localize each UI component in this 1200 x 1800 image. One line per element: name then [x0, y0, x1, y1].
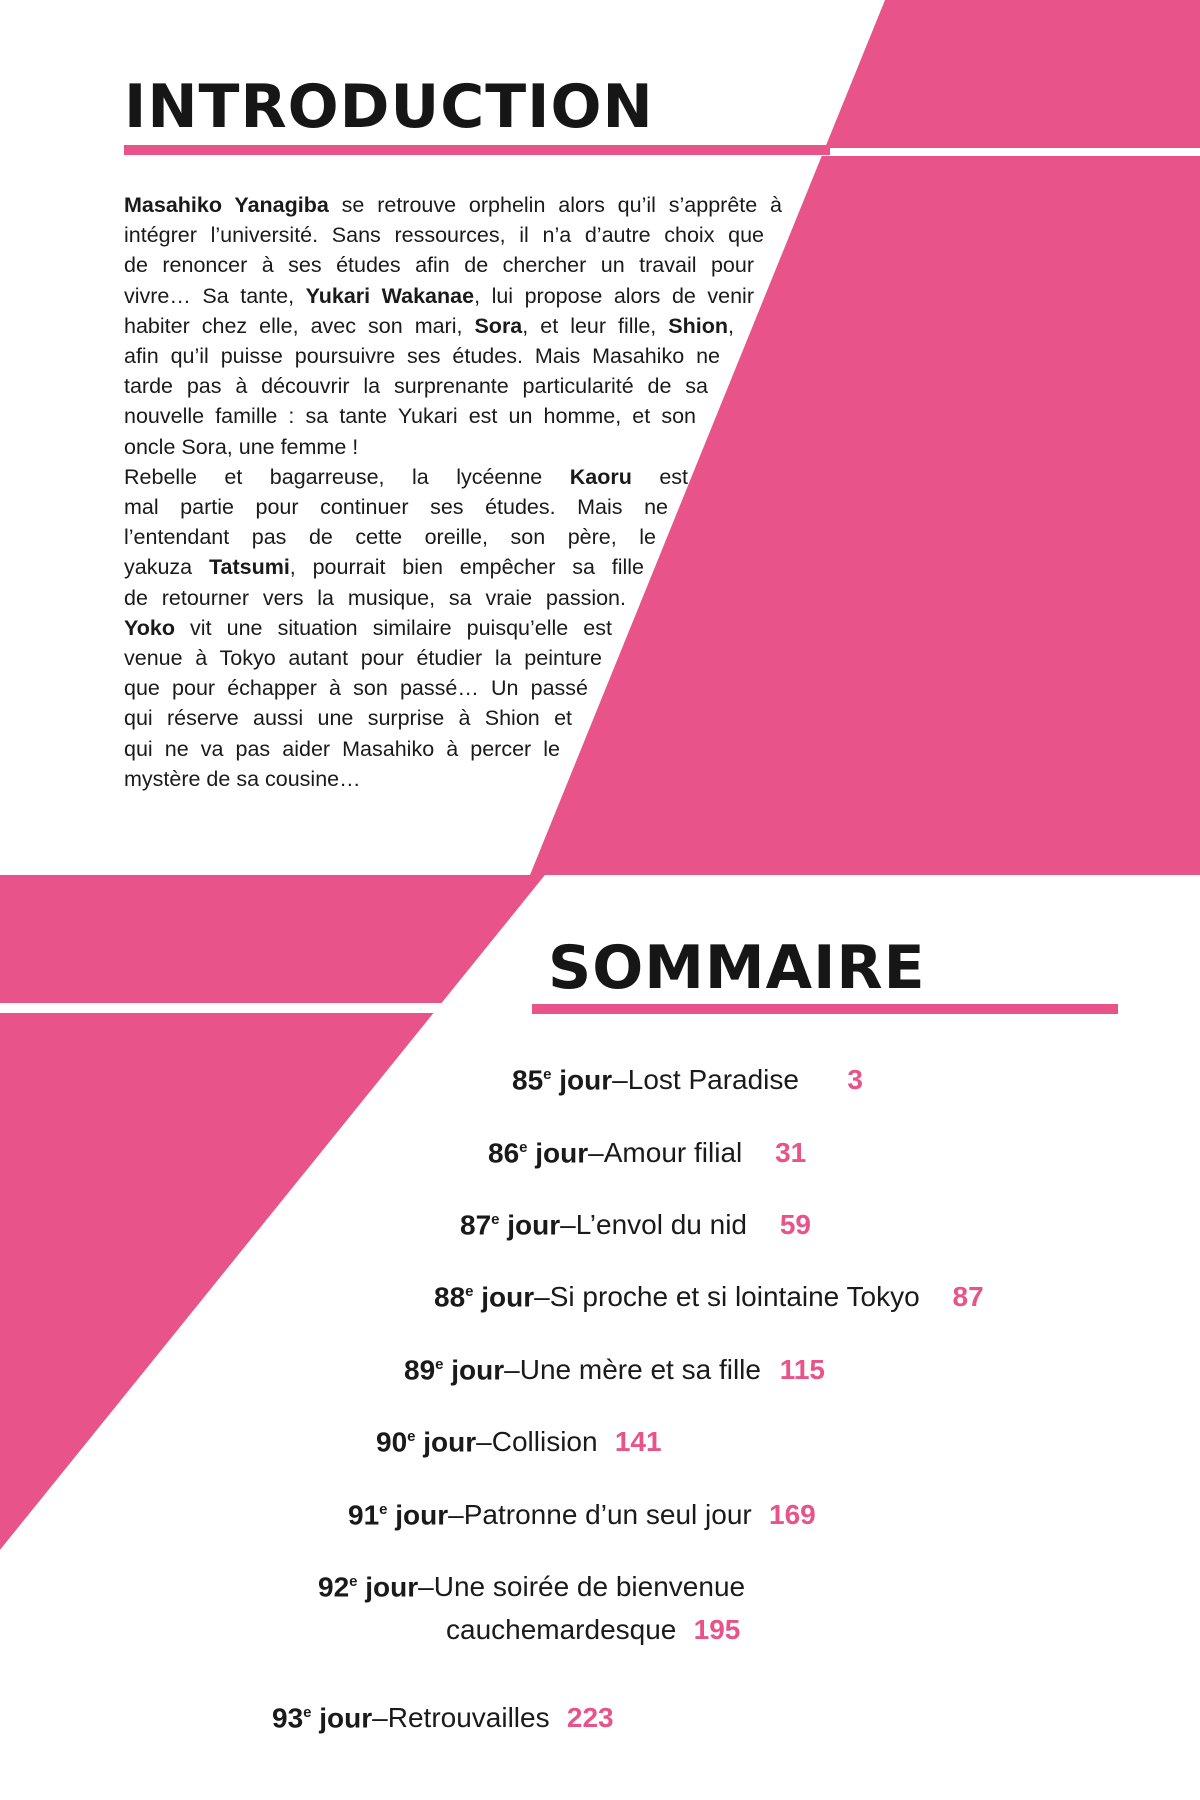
toc-chapter-title: Si proche et si lointaine Tokyo	[549, 1281, 920, 1313]
intro-text: , et leur fille,	[522, 313, 669, 338]
toc-dash: –	[372, 1702, 388, 1734]
intro-line	[124, 522, 656, 552]
toc-day-number: 92e jour	[318, 1571, 419, 1603]
toc-page-number: 223	[566, 1702, 614, 1734]
intro-text: intégrer l’université. Sans ressources, il n’a d’autre choix que	[124, 223, 764, 248]
toc-day-number: 89e jour	[404, 1354, 505, 1386]
intro-text: que pour échapper à son passé… Un passé	[124, 676, 588, 701]
intro-line	[124, 583, 626, 613]
toc-dash: –	[448, 1499, 464, 1531]
toc-day-number: 93e jour	[272, 1702, 373, 1734]
intro-name: Shion	[668, 313, 729, 338]
intro-text: , lui propose alors de venir	[474, 283, 754, 308]
toc-page-number: 115	[779, 1354, 825, 1386]
toc-entry[interactable]	[318, 1562, 745, 1607]
toc-day-number: 87e jour	[460, 1209, 561, 1241]
intro-text: qui réserve aussi une surprise à Shion et	[124, 706, 572, 731]
toc-page-number: 59	[779, 1209, 812, 1241]
toc-dash: –	[476, 1426, 492, 1458]
intro-line	[124, 190, 782, 220]
toc-dash: –	[418, 1571, 434, 1603]
toc-chapter-title: Retrouvailles	[387, 1702, 550, 1734]
white-gap-lower	[0, 1003, 500, 1013]
toc-day-number: 86e jour	[488, 1137, 589, 1169]
intro-text: Rebelle et bagarreuse, la lycéenne	[124, 464, 570, 489]
intro-text: vivre… Sa tante,	[124, 283, 306, 308]
intro-line	[124, 220, 764, 250]
intro-text: de retourner vers la musique, sa vraie passion.	[124, 585, 626, 610]
intro-name: Yukari Wakanae	[305, 283, 475, 308]
intro-name: Kaoru	[569, 464, 632, 489]
intro-line	[124, 371, 708, 401]
toc-dash: –	[612, 1064, 628, 1096]
intro-text: est	[631, 464, 689, 489]
toc-chapter-title: Lost Paradise	[627, 1064, 799, 1096]
white-gap-upper	[819, 148, 1200, 156]
intro-line	[124, 492, 668, 522]
toc-day-number: 91e jour	[348, 1499, 449, 1531]
toc-page-number: 141	[614, 1426, 662, 1458]
intro-text: l’entendant pas de cette oreille, son père, le	[124, 525, 656, 550]
intro-text: de renoncer à ses études afin de chercher un travail pour	[124, 253, 754, 278]
intro-line	[124, 703, 572, 733]
intro-text: nouvelle famille : sa tante Yukari est un homme, et son	[124, 404, 696, 429]
intro-name: Tatsumi	[208, 555, 290, 580]
toc-dash: –	[534, 1281, 550, 1313]
toc-page-number: 195	[693, 1614, 741, 1645]
intro-text: mystère de sa cousine…	[124, 766, 361, 791]
intro-text: se retrouve orphelin alors qu’il s’apprête à	[328, 193, 782, 217]
introduction-underline	[124, 145, 830, 155]
toc-day-number: 88e jour	[434, 1281, 535, 1313]
intro-text: , pourrait bien empêcher sa fille	[289, 555, 644, 580]
intro-line	[124, 341, 720, 371]
intro-text: vit une situation similaire puisqu’elle est	[174, 615, 612, 640]
toc-chapter-title: Collision	[491, 1426, 598, 1458]
toc-dash: –	[560, 1209, 576, 1241]
toc-dash: –	[504, 1354, 520, 1386]
toc-day-number: 90e jour	[376, 1426, 477, 1458]
intro-line	[124, 673, 588, 703]
toc-chapter-title: Patronne d’un seul jour	[463, 1499, 752, 1531]
intro-line	[124, 613, 612, 643]
intro-text: venue à Tokyo autant pour étudier la peinture	[124, 646, 602, 670]
intro-text: tarde pas à découvrir la surprenante particularité de sa	[124, 374, 708, 399]
intro-line	[124, 734, 560, 764]
toc-chapter-title: L’envol du nid	[575, 1209, 748, 1241]
intro-line	[124, 462, 688, 492]
toc-dash: –	[588, 1137, 604, 1169]
toc-page-number: 87	[952, 1281, 984, 1313]
toc-chapter-title: Une mère et sa fille	[519, 1354, 761, 1386]
intro-line	[124, 281, 754, 311]
intro-line	[124, 311, 734, 341]
toc-day-number: 85e jour	[512, 1064, 613, 1096]
intro-text: mal partie pour continuer ses études. Mais ne	[124, 495, 668, 519]
intro-line	[124, 764, 424, 794]
intro-line	[124, 643, 602, 673]
sommaire-title: SOMMAIRE	[548, 933, 926, 1003]
toc-page-number: 31	[775, 1137, 807, 1169]
introduction-title: INTRODUCTION	[124, 72, 654, 142]
toc-page-number: 3	[847, 1064, 863, 1096]
intro-text: ,	[728, 313, 734, 338]
intro-text: oncle Sora, une femme !	[124, 434, 359, 459]
sommaire-underline	[532, 1004, 1118, 1014]
intro-name: Sora	[474, 313, 523, 338]
intro-line	[124, 432, 424, 462]
toc-chapter-title: cauchemardesque	[446, 1614, 677, 1645]
toc-page-number: 169	[769, 1499, 816, 1531]
intro-name: Masahiko Yanagiba	[124, 193, 329, 217]
intro-text: habiter chez elle, avec son mari,	[124, 313, 475, 338]
toc-chapter-title: Une soirée de bienvenue	[433, 1571, 746, 1603]
intro-line	[124, 552, 644, 582]
intro-line	[124, 250, 754, 280]
toc-chapter-title: Amour filial	[603, 1137, 743, 1169]
intro-name: Yoko	[124, 615, 175, 640]
intro-line	[124, 401, 696, 431]
intro-text: afin qu’il puisse poursuivre ses études. Mais Masahiko ne	[124, 344, 720, 368]
intro-text: yakuza	[124, 555, 209, 580]
intro-text: qui ne va pas aider Masahiko à percer le	[124, 736, 560, 761]
